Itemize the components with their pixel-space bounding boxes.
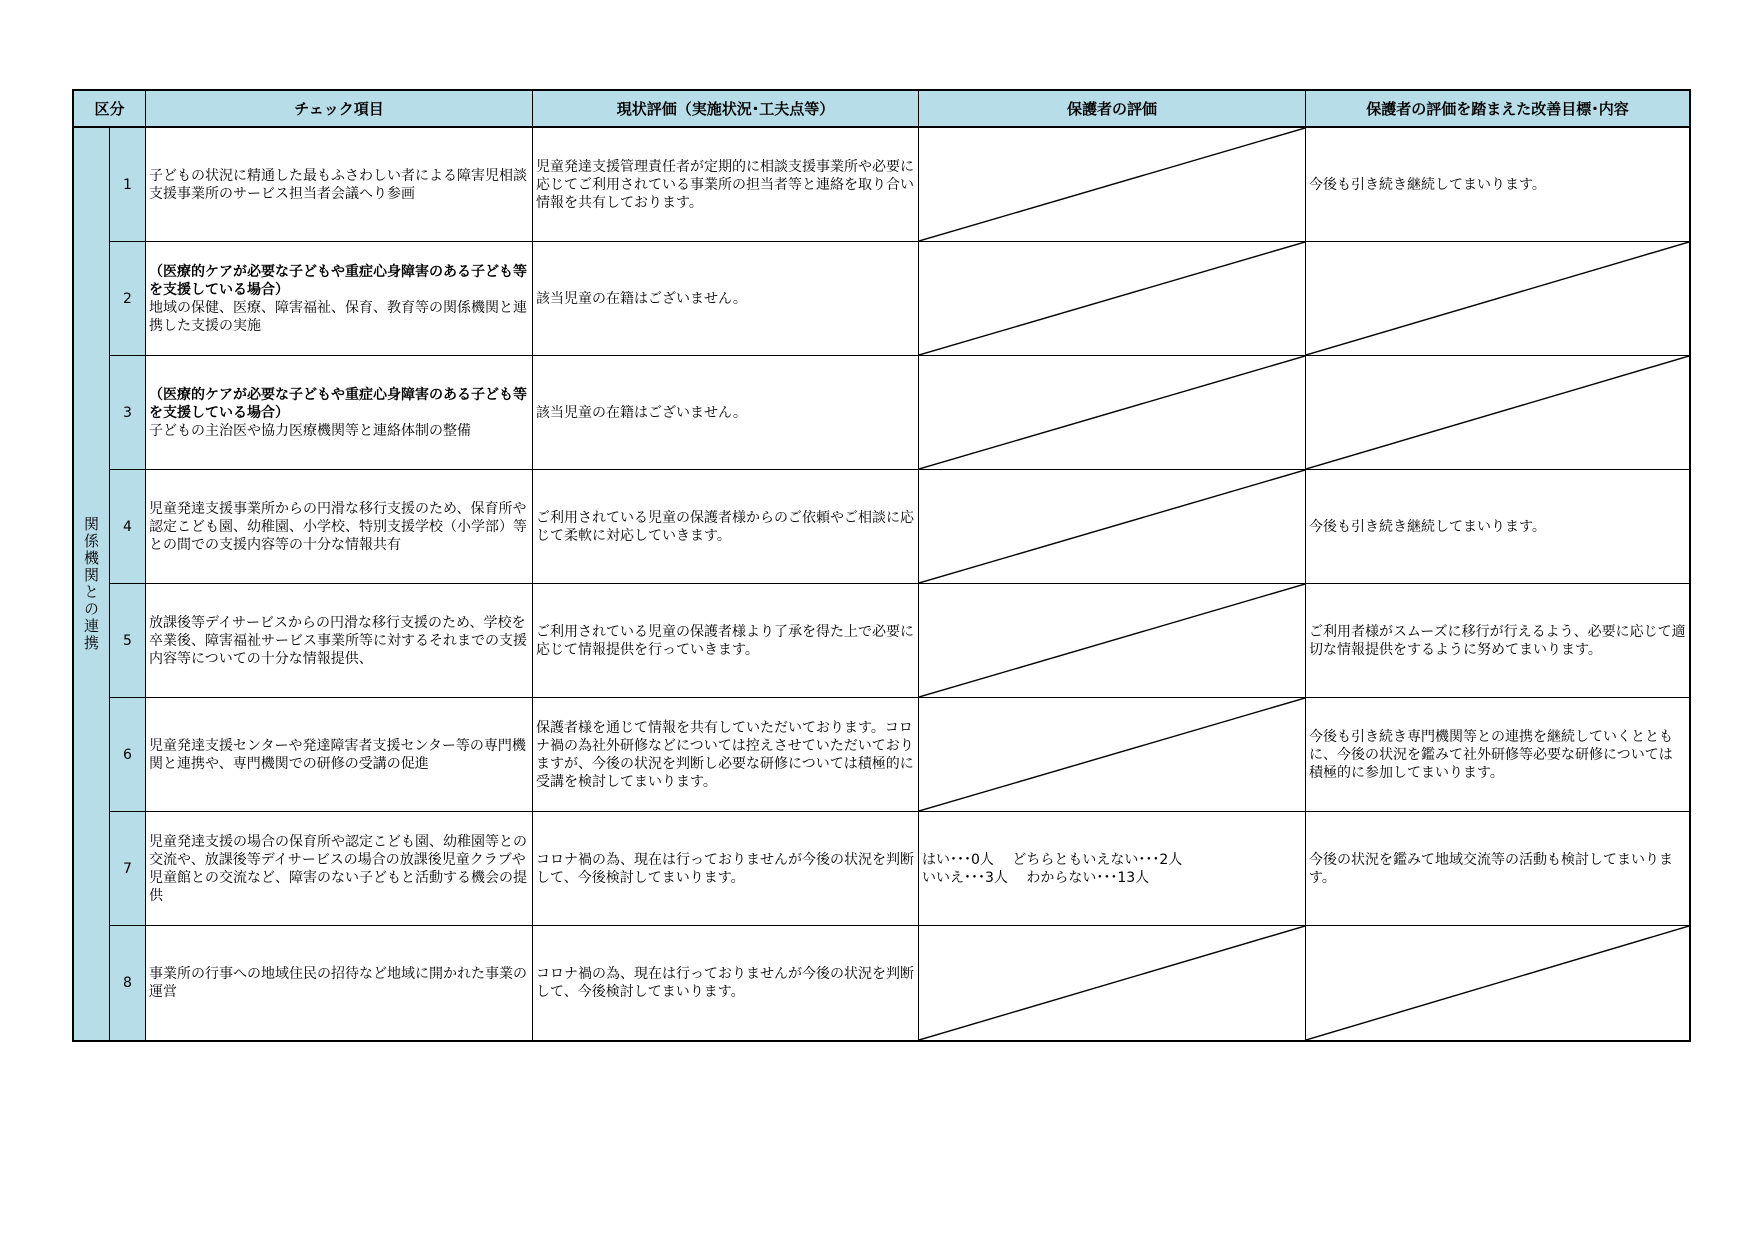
row-number-text: 1 xyxy=(123,176,132,193)
check-item-text: 地域の保健、医療、障害福祉、保育、教育等の関係機関と連携した支援の実施 xyxy=(149,299,527,334)
current-eval-cell xyxy=(533,584,919,698)
guardian-eval-cell xyxy=(919,584,1306,698)
header-current: 現状評価（実施状況･工夫点等） xyxy=(533,91,919,128)
improvement-cell xyxy=(1306,356,1689,470)
check-item-condition: （医療的ケアが必要な子どもや重症心身障害のある子ども等を支援している場合） xyxy=(149,263,527,298)
current-eval-cell xyxy=(533,242,919,356)
improvement-text: 今後も引き続き専門機関等との連携を継続していくとともに、今後の状況を鑑みて社外研修等必要な研修については積極的に参加してまいります。 xyxy=(1309,728,1673,781)
improvement-cell xyxy=(1306,698,1689,812)
guardian-eval-line-2: いいえ･･･3人 わからない･･･13人 xyxy=(922,869,1150,886)
guardian-eval-line-1: はい･･･0人 どちらともいえない･･･2人 xyxy=(922,851,1183,868)
current-eval-text: 保護者様を通じて情報を共有していただいております。コロナ禍の為社外研修などについては控えさせていただいておりますが、今後の状況を判断し必要な研修については積極的に受講を検討してまいります。 xyxy=(536,719,914,790)
guardian-eval-cell xyxy=(919,926,1306,1040)
check-item-text: 子どもの主治医や協力医療機関等と連絡体制の整備 xyxy=(149,422,471,439)
improvement-cell xyxy=(1306,470,1689,584)
check-item-cell xyxy=(146,698,533,812)
not-applicable-slash xyxy=(919,698,1305,811)
not-applicable-slash xyxy=(1306,242,1689,355)
check-item-text: 児童発達支援センターや発達障害者支援センター等の専門機関と連携や、専門機関での研修の受講の促進 xyxy=(149,737,526,772)
check-item-condition: （医療的ケアが必要な子どもや重症心身障害のある子ども等を支援している場合） xyxy=(149,386,527,421)
check-item-text: 児童発達支援事業所からの円滑な移行支援のため、保育所や認定こども園、幼稚園、小学校、特別支援学校（小学部）等との間での支援内容等の十分な情報共有 xyxy=(149,500,527,553)
row-number-text: 7 xyxy=(123,860,132,877)
check-item-cell xyxy=(146,470,533,584)
row-number-text: 8 xyxy=(123,975,132,991)
improvement-cell xyxy=(1306,926,1689,1040)
improvement-cell xyxy=(1306,128,1689,242)
current-eval-cell xyxy=(533,926,919,1040)
not-applicable-slash xyxy=(919,584,1305,697)
current-eval-text: コロナ禍の為、現在は行っておりませんが今後の状況を判断して、今後検討してまいります。 xyxy=(536,851,914,886)
evaluation-table xyxy=(72,89,1691,1042)
current-eval-cell xyxy=(533,812,919,926)
row-number xyxy=(110,926,146,1040)
check-item-cell xyxy=(146,242,533,356)
improvement-cell xyxy=(1306,242,1689,356)
current-eval-cell xyxy=(533,698,919,812)
check-item-text: 児童発達支援の場合の保育所や認定こども園、幼稚園等との交流や、放課後等デイサービスの場合の放課後児童クラブや児童館との交流など、障害のない子どもと活動する機会の提供 xyxy=(149,833,527,904)
not-applicable-slash xyxy=(1306,926,1689,1040)
row-number xyxy=(110,812,146,926)
check-item-cell xyxy=(146,812,533,926)
not-applicable-slash xyxy=(919,356,1305,469)
check-item-text: 子どもの状況に精通した最もふさわしい者による障害児相談支援事業所のサービス担当者会議へり参画 xyxy=(149,167,527,202)
row-number xyxy=(110,698,146,812)
check-item-cell xyxy=(146,584,533,698)
category-label: 関係機関との連携 xyxy=(82,516,100,652)
row-number xyxy=(110,356,146,470)
guardian-eval-cell xyxy=(919,356,1306,470)
header-improvement: 保護者の評価を踏まえた改善目標･内容 xyxy=(1306,91,1689,128)
improvement-text: 今後も引き続き継続してまいります。 xyxy=(1309,176,1546,193)
guardian-eval-cell xyxy=(919,470,1306,584)
current-eval-text: 児童発達支援管理責任者が定期的に相談支援事業所や必要に応じてご利用されている事業所の担当者等と連絡を取り合い情報を共有しております。 xyxy=(536,158,914,211)
row-number xyxy=(110,242,146,356)
not-applicable-slash xyxy=(919,242,1305,355)
improvement-text: ご利用者様がスムーズに移行が行えるよう、必要に応じて適切な情報提供をするように努めてまいります。 xyxy=(1309,623,1686,658)
header-check-item: チェック項目 xyxy=(146,91,533,128)
check-item-cell xyxy=(146,128,533,242)
guardian-eval-cell xyxy=(919,128,1306,242)
check-item-text: 事業所の行事への地域住民の招待など地域に開かれた事業の運営 xyxy=(149,966,527,1000)
row-number xyxy=(110,128,146,242)
not-applicable-slash xyxy=(1306,356,1689,469)
guardian-eval-cell xyxy=(919,242,1306,356)
current-eval-cell xyxy=(533,128,919,242)
guardian-eval-cell xyxy=(919,812,1306,926)
current-eval-text: 該当児童の在籍はございません。 xyxy=(536,290,747,307)
header-guardian: 保護者の評価 xyxy=(919,91,1306,128)
current-eval-text: ご利用されている児童の保護者様より了承を得た上で必要に応じて情報提供を行っていきます。 xyxy=(536,623,914,658)
guardian-eval-cell xyxy=(919,698,1306,812)
category-label-cell xyxy=(74,128,110,1040)
current-eval-text: ご利用されている児童の保護者様からのご依頼やご相談に応じて柔軟に対応していきます。 xyxy=(536,509,914,544)
row-number xyxy=(110,470,146,584)
check-item-cell xyxy=(146,356,533,470)
check-item-text: 放課後等デイサービスからの円滑な移行支援のため、学校を卒業後、障害福祉サービス事業所等に対するそれまでの支援内容等についての十分な情報提供、 xyxy=(149,614,527,667)
improvement-text: 今後も引き続き継続してまいります。 xyxy=(1309,518,1546,535)
current-eval-cell xyxy=(533,470,919,584)
improvement-text: 今後の状況を鑑みて地域交流等の活動も検討してまいります。 xyxy=(1309,851,1673,886)
not-applicable-slash xyxy=(919,926,1305,1040)
row-number-text: 6 xyxy=(123,746,132,763)
row-number-text: 5 xyxy=(123,632,132,649)
check-item-cell xyxy=(146,926,533,1040)
not-applicable-slash xyxy=(919,470,1305,583)
row-number xyxy=(110,584,146,698)
current-eval-cell xyxy=(533,356,919,470)
current-eval-text: コロナ禍の為、現在は行っておりませんが今後の状況を判断して、今後検討してまいります。 xyxy=(536,966,914,1000)
header-section: 区分 xyxy=(74,91,146,128)
improvement-cell xyxy=(1306,584,1689,698)
improvement-cell xyxy=(1306,812,1689,926)
row-number-text: 2 xyxy=(123,290,132,307)
not-applicable-slash xyxy=(919,128,1305,241)
row-number-text: 3 xyxy=(123,404,132,421)
row-number-text: 4 xyxy=(123,518,132,535)
current-eval-text: 該当児童の在籍はございません。 xyxy=(536,404,747,421)
